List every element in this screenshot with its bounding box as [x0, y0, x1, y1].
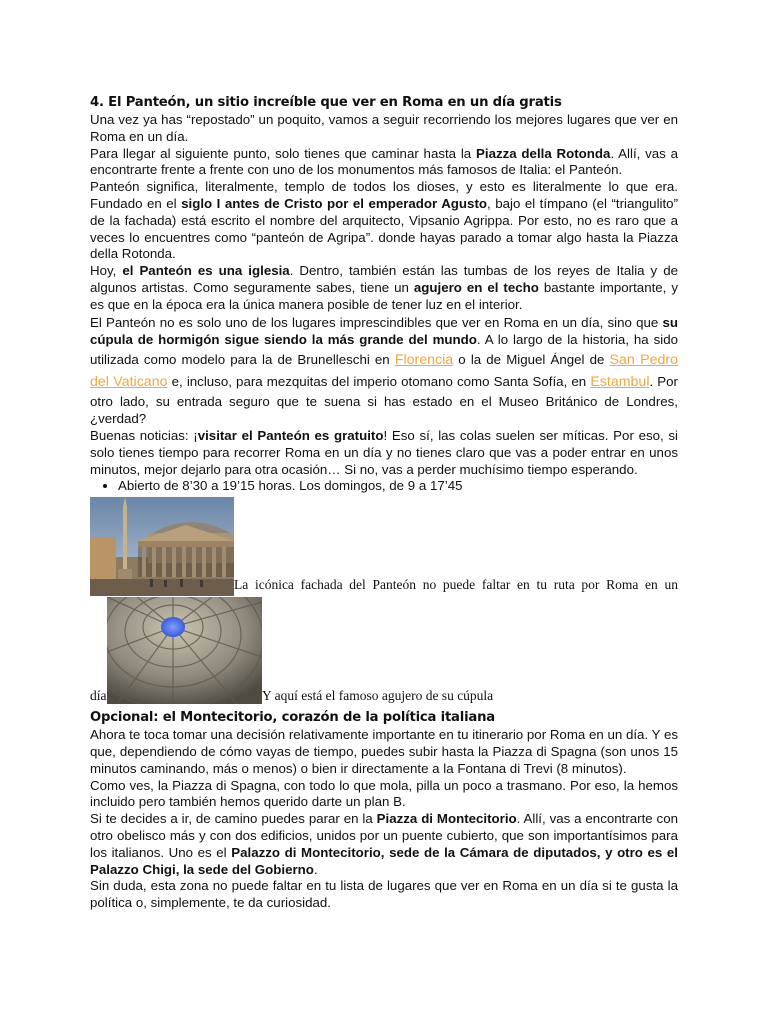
- figure-facade: [90, 497, 678, 597]
- link-estambul[interactable]: Estambul: [590, 373, 650, 390]
- link-florencia[interactable]: Florencia: [394, 351, 454, 368]
- figure-dome: [90, 597, 678, 707]
- link-san-pedro[interactable]: San Pedro del Vaticano: [90, 351, 678, 390]
- paragraph: El Panteón no es solo uno de los lugares imprescindibles que ver en Roma en un día, sino que su cúpula de hormigón sigue siendo la más grande del mundo. A lo largo de la historia, ha sido utilizada como modelo para la de Brunelleschi en Florencia o la de Miguel Ángel de San Pedro del Vaticano e, incluso, para mezquitas del imperio otomano como Santa Sofía, en Estambul. Por otro lado, su entrada seguro que te suena si has estado en el Museo Británico de Londres, ¿verdad?: [90, 314, 678, 427]
- caption-dome-start: día: [90, 688, 107, 704]
- paragraph: Sin duda, esta zona no puede faltar en tu lista de lugares que ver en Roma en un día si te gusta la política o, simplemente, te da curiosidad.: [90, 878, 678, 911]
- paragraph: Como ves, la Piazza di Spagna, con todo lo que mola, pilla un poco a trasmano. Por eso, la hemos incluido pero también hemos querido darte un plan B.: [90, 777, 678, 810]
- paragraph: Hoy, el Panteón es una iglesia. Dentro, también están las tumbas de los reyes de Italia y de algunos artistas. Como seguramente sabes, tiene un agujero en el techo bastante importante, y es que en la época era la única manera posible de tener luz en el interior.: [90, 263, 678, 312]
- section-heading-panteon: 4. El Panteón, un sitio increíble que ver en Roma en un día gratis: [90, 95, 562, 110]
- paragraph: Buenas noticias: ¡visitar el Panteón es gratuito! Eso sí, las colas suelen ser míticas. Por eso, si solo tienes tiempo para recorrer Roma en un día y no tienes claro que vas a poder entrar en unos minutos, mejor dejarlo para otra ocasión… Si no, vas a perder muchísimo tiempo esperando.: [90, 427, 678, 477]
- paragraph: Ahora te toca tomar una decisión relativamente importante en tu itinerario por Roma en un día. Y es que, dependiendo de cómo vayas de tiempo, puedes subir hasta la Piazza di Spagna (son unos 15 minutos caminando, más o menos) o bien ir directamente a la Fontana di Trevi (8 minutos).: [90, 727, 678, 776]
- paragraph: Panteón significa, literalmente, templo de todos los dioses, y esto es literalmente lo que era. Fundado en el siglo I antes de Cristo por el emperador Agusto, bajo el tímpano (el “triangulito” de la fachada) está escrito el nombre del arquitecto, Vipsanio Agrippa. Por esto, no es raro que a veces lo encuentres como “panteón de Agripa”. donde hayas parado a tomar algo hasta la Piazza della Rotonda.: [90, 179, 679, 262]
- paragraph: Si te decides a ir, de camino puedes parar en la Piazza di Montecitorio. Allí, vas a encontrarte con otro obelisco más y con dos edificios, unidos por un puente cubierto, que son importantísimos para los italianos. Uno es el Palazzo di Montecitorio, sede de la Cámara de diputados, y otro es el Palazzo Chigi, la sede del Gobierno.: [90, 811, 679, 877]
- document-page: [90, 94, 678, 912]
- hours-list: [90, 478, 678, 495]
- list-item: • Abierto de 8’30 a 19’15 horas. Los domingos, de 9 a 17’45: [118, 478, 678, 495]
- caption-dome: Y aquí está el famoso agujero de su cúpula: [262, 688, 494, 704]
- paragraph: Para llegar al siguiente punto, solo tienes que caminar hasta la Piazza della Rotonda. Allí, vas a encontrarte frente a frente con uno de los monumentos más famosos de Italia: el Panteón.: [90, 145, 678, 178]
- section-heading-montecitorio: Opcional: el Montecitorio, corazón de la política italiana: [90, 710, 495, 726]
- caption-facade: La icónica fachada del Panteón no puede faltar en tu ruta por Roma en un: [234, 577, 678, 593]
- pantheon-dome-oculus-photo: [107, 597, 262, 704]
- paragraph: Una vez ya has “repostado” un poquito, vamos a seguir recorriendo los mejores lugares que ver en Roma en un día.: [90, 112, 678, 144]
- pantheon-facade-photo: [90, 497, 234, 596]
